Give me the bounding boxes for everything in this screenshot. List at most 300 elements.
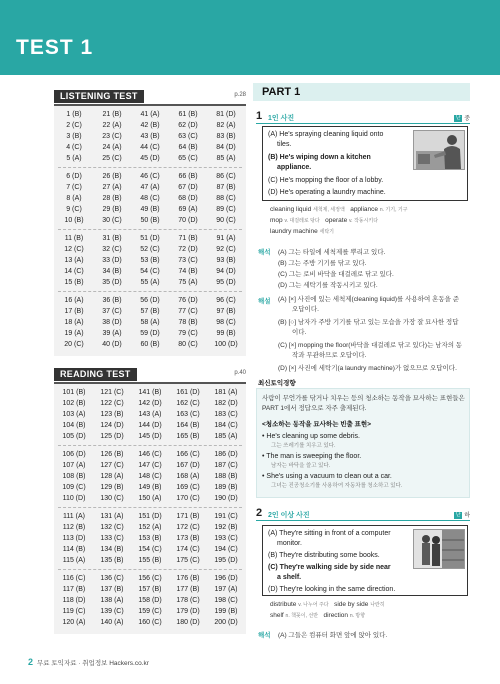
reading-answer-row xyxy=(54,409,246,420)
reading-answer: 128 (A) xyxy=(100,473,124,480)
listening-answer: 1 (B) xyxy=(66,111,82,118)
reading-answer: 143 (A) xyxy=(138,411,162,418)
listening-answer: 40 (D) xyxy=(102,341,122,348)
listening-answer: 84 (D) xyxy=(216,144,236,151)
listening-answer: 80 (C) xyxy=(178,341,198,348)
reading-answer: 136 (C) xyxy=(100,575,124,582)
question-2-type: 2인 이상 사진 xyxy=(268,512,310,519)
q1-option-a: (A) He's spraying cleaning liquid onto xyxy=(268,131,384,138)
listening-answer: 26 (B) xyxy=(102,173,122,180)
listening-answer: 90 (C) xyxy=(216,217,236,224)
listening-answer: 24 (A) xyxy=(102,144,122,151)
reading-header xyxy=(54,368,246,382)
listening-answer-row xyxy=(54,193,246,204)
listening-answer: 68 (D) xyxy=(178,195,198,202)
listening-answer-row xyxy=(54,244,246,255)
listening-answer: 78 (B) xyxy=(178,319,198,326)
listening-group-divider xyxy=(58,229,242,230)
reading-answer-row xyxy=(54,449,246,460)
listening-answer: 46 (C) xyxy=(140,173,160,180)
listening-answer: 16 (A) xyxy=(64,297,84,304)
reading-answer: 129 (B) xyxy=(100,484,124,491)
listening-answer-row xyxy=(54,255,246,266)
tip-title: <청소하는 동작을 묘사하는 빈출 표현> xyxy=(262,421,372,428)
listening-answer: 2 (C) xyxy=(66,122,82,129)
reading-answer: 163 (C) xyxy=(176,411,200,418)
reading-answer: 161 (D) xyxy=(176,389,200,396)
listening-answer: 82 (A) xyxy=(216,122,236,129)
part-header xyxy=(253,83,470,101)
q1-explanation-d: (D) [×] 사진에 세탁기(a laundry machine)가 없으므로 오답이다. xyxy=(278,365,457,372)
tip-intro-2: PART 1에서 정답으로 자주 출제된다. xyxy=(262,405,367,412)
listening-answer: 56 (D) xyxy=(140,297,160,304)
reading-answer: 151 (D) xyxy=(138,513,162,520)
listening-answer: 17 (B) xyxy=(64,308,84,315)
listening-answer: 21 (B) xyxy=(102,111,122,118)
reading-answer: 154 (C) xyxy=(138,546,162,553)
reading-answer: 179 (D) xyxy=(176,608,200,615)
reading-answer-row xyxy=(54,544,246,555)
listening-answer: 25 (C) xyxy=(102,155,122,162)
reading-answer: 157 (B) xyxy=(138,586,162,593)
q1-option-c: (C) He's mopping the floor of a lobby. xyxy=(268,177,384,184)
listening-answer: 89 (C) xyxy=(216,206,236,213)
reading-answer: 121 (C) xyxy=(100,389,124,396)
reading-answer: 173 (B) xyxy=(176,535,200,542)
tip-example-2: • The man is sweeping the floor. xyxy=(262,453,362,460)
listening-answer: 49 (B) xyxy=(140,206,160,213)
listening-answer: 36 (B) xyxy=(102,297,122,304)
reading-answer: 188 (B) xyxy=(214,473,238,480)
reading-answer: 189 (B) xyxy=(214,484,238,491)
listening-answer: 3 (B) xyxy=(66,133,82,140)
q2-option-c: (C) They're walking side by side near xyxy=(268,564,391,571)
listening-group-divider xyxy=(58,291,242,292)
listening-answer: 98 (C) xyxy=(216,319,236,326)
reading-answer-row xyxy=(54,420,246,431)
question-1-difficulty: 난 중 xyxy=(455,114,470,122)
reading-answer: 193 (C) xyxy=(214,535,238,542)
listening-answer: 58 (A) xyxy=(140,319,160,326)
listening-answer: 28 (B) xyxy=(102,195,122,202)
reading-answer: 180 (D) xyxy=(176,619,200,626)
q2-vocab-line-1: distribute v. 나누어 주다 side by side 나란히 xyxy=(270,601,385,608)
q1-option-d: (D) He's operating a laundry machine. xyxy=(268,189,386,196)
listening-answer: 5 (A) xyxy=(66,155,82,162)
q1-vocab-line-3: laundry machine 세탁기 xyxy=(270,228,335,235)
listening-answer: 30 (C) xyxy=(102,217,122,224)
reading-answer: 135 (B) xyxy=(100,557,124,564)
reading-answer: 106 (D) xyxy=(62,451,86,458)
reading-answer: 124 (D) xyxy=(100,422,124,429)
tip-intro-1: 사람이 무언가를 닦거나 치우는 등의 청소하는 동작을 묘사하는 표현들은 xyxy=(262,395,465,402)
reading-answer: 168 (A) xyxy=(176,473,200,480)
reading-answer: 199 (B) xyxy=(214,608,238,615)
question-1-photo xyxy=(413,130,465,170)
listening-answer: 69 (A) xyxy=(178,206,198,213)
listening-answer-row xyxy=(54,142,246,153)
reading-answer: 141 (B) xyxy=(138,389,162,396)
listening-answer: 63 (C) xyxy=(178,133,198,140)
listening-answer-row xyxy=(54,204,246,215)
listening-answer: 4 (C) xyxy=(66,144,82,151)
reading-answer: 198 (C) xyxy=(214,597,238,604)
reading-answer: 176 (B) xyxy=(176,575,200,582)
listening-answer: 96 (C) xyxy=(216,297,236,304)
listening-answer: 59 (D) xyxy=(140,330,160,337)
reading-answer: 181 (A) xyxy=(214,389,238,396)
listening-answer: 12 (C) xyxy=(64,246,84,253)
q2-option-b: (B) They're distributing some books. xyxy=(268,552,380,559)
reading-answer: 156 (C) xyxy=(138,575,162,582)
tip-example-1-translation: 그는 쓰레기를 치우고 있다. xyxy=(271,443,336,449)
reading-answer-row xyxy=(54,606,246,617)
reading-answer: 131 (A) xyxy=(100,513,124,520)
listening-answer: 79 (C) xyxy=(178,330,198,337)
listening-answer: 74 (B) xyxy=(178,268,198,275)
reading-answer: 150 (A) xyxy=(138,495,162,502)
listening-answer-row xyxy=(54,317,246,328)
q1-explanation-c: (C) [×] mopping the floor(바닥을 대걸레로 닦고 있다)는 남자의 동 xyxy=(278,342,463,349)
reading-answer: 104 (B) xyxy=(62,422,86,429)
listening-answer-row xyxy=(54,109,246,120)
listening-answer: 71 (B) xyxy=(178,235,198,242)
q1-translation-b: (B) 그는 주방 기기를 닦고 있다. xyxy=(278,260,367,267)
listening-answer-row xyxy=(54,171,246,182)
q1-option-a-cont: tiles. xyxy=(277,141,292,148)
reading-answer: 158 (D) xyxy=(138,597,162,604)
reading-answer: 186 (D) xyxy=(214,451,238,458)
listening-answer: 70 (D) xyxy=(178,217,198,224)
q2-option-a-cont: monitor. xyxy=(277,540,302,547)
reading-group-divider xyxy=(58,445,242,446)
reading-answer: 142 (D) xyxy=(138,400,162,407)
listening-answer: 55 (A) xyxy=(140,279,160,286)
listening-answer: 97 (B) xyxy=(216,308,236,315)
listening-answer: 94 (D) xyxy=(216,268,236,275)
reading-answer: 138 (A) xyxy=(100,597,124,604)
listening-answer: 53 (B) xyxy=(140,257,160,264)
tip-example-2-translation: 남자는 바닥을 쓸고 있다. xyxy=(271,463,331,469)
listening-answer: 45 (D) xyxy=(140,155,160,162)
question-1-box xyxy=(262,126,468,201)
listening-answer-row xyxy=(54,233,246,244)
q1-explanation-a: (A) [×] 사진에 있는 세척제(cleaning liquid)를 사용하여 혼동을 준 xyxy=(278,296,459,303)
reading-answer: 139 (C) xyxy=(100,608,124,615)
reading-answer: 148 (C) xyxy=(138,473,162,480)
reading-answer: 105 (D) xyxy=(62,433,86,440)
reading-answer: 125 (D) xyxy=(100,433,124,440)
reading-answer: 137 (B) xyxy=(100,586,124,593)
listening-answer: 38 (D) xyxy=(102,319,122,326)
reading-answer: 107 (A) xyxy=(62,462,86,469)
listening-answer: 20 (C) xyxy=(64,341,84,348)
listening-answer: 9 (C) xyxy=(66,206,82,213)
reading-answer-row xyxy=(54,522,246,533)
q1-vocab-line-1: cleaning liquid 세척제, 세정액 appliance n. 기기, 기구 xyxy=(270,206,408,213)
tip-label: 최신토익경향 xyxy=(258,380,296,387)
reading-answer: 144 (D) xyxy=(138,422,162,429)
footer-text: 무료 토익자료 · 취업정보 Hackers.co.kr xyxy=(37,660,149,667)
reading-answer: 167 (D) xyxy=(176,462,200,469)
listening-answer: 51 (D) xyxy=(140,235,160,242)
listening-answer: 42 (B) xyxy=(140,122,160,129)
reading-answer: 196 (D) xyxy=(214,575,238,582)
reading-answer: 171 (B) xyxy=(176,513,200,520)
reading-answer-row xyxy=(54,431,246,442)
listening-answer: 62 (D) xyxy=(178,122,198,129)
question-2-header xyxy=(256,509,470,521)
listening-answer: 35 (D) xyxy=(102,279,122,286)
reading-answer-key xyxy=(54,382,246,634)
reading-answer: 117 (B) xyxy=(62,586,86,593)
q1-explanation-c-cont: 작과 무관하므로 오답이다. xyxy=(292,352,367,359)
reading-answer: 192 (B) xyxy=(214,524,238,531)
reading-answer: 170 (C) xyxy=(176,495,200,502)
listening-answer: 65 (C) xyxy=(178,155,198,162)
listening-answer: 32 (C) xyxy=(102,246,122,253)
reading-answer: 134 (B) xyxy=(100,546,124,553)
reading-answer: 177 (B) xyxy=(176,586,200,593)
reading-answer: 123 (B) xyxy=(100,411,124,418)
question-2-number: 2 xyxy=(256,507,263,519)
tip-example-1: • He's cleaning up some debris. xyxy=(262,433,360,440)
listening-answer-key xyxy=(54,104,246,356)
listening-answer: 34 (B) xyxy=(102,268,122,275)
reading-answer: 122 (C) xyxy=(100,400,124,407)
reading-answer: 159 (C) xyxy=(138,608,162,615)
listening-group-divider xyxy=(58,167,242,168)
page-banner xyxy=(0,0,500,75)
reading-answer: 110 (D) xyxy=(62,495,86,502)
listening-answer: 73 (C) xyxy=(178,257,198,264)
reading-answer: 190 (D) xyxy=(214,495,238,502)
reading-answer: 115 (A) xyxy=(62,557,86,564)
reading-answer: 200 (D) xyxy=(214,619,238,626)
listening-answer-row xyxy=(54,131,246,142)
reading-answer: 175 (C) xyxy=(176,557,200,564)
reading-answer: 111 (A) xyxy=(63,513,85,520)
reading-answer: 152 (A) xyxy=(138,524,162,531)
reading-answer-row xyxy=(54,533,246,544)
listening-answer: 43 (B) xyxy=(140,133,160,140)
reading-answer: 183 (C) xyxy=(214,411,238,418)
listening-answer: 67 (D) xyxy=(178,184,198,191)
reading-answer: 140 (A) xyxy=(100,619,124,626)
reading-answer: 109 (C) xyxy=(62,484,86,491)
listening-answer-row xyxy=(54,120,246,131)
reading-answer: 169 (C) xyxy=(176,484,200,491)
reading-group-divider xyxy=(58,569,242,570)
question-1-number: 1 xyxy=(256,110,263,122)
reading-answer: 102 (B) xyxy=(62,400,86,407)
listening-answer-row xyxy=(54,328,246,339)
listening-answer: 83 (B) xyxy=(216,133,236,140)
difficulty-icon: 난 xyxy=(455,511,461,518)
reading-answer: 184 (C) xyxy=(214,422,238,429)
reading-title: READING TEST xyxy=(54,368,137,381)
reading-answer-row xyxy=(54,511,246,522)
listening-answer: 85 (A) xyxy=(216,155,236,162)
question-2-box xyxy=(262,525,468,596)
reading-answer-row xyxy=(54,493,246,504)
reading-answer-row xyxy=(54,398,246,409)
reading-answer: 108 (B) xyxy=(62,473,86,480)
q1-explanation-b: (B) [○] 남자가 주방 기기를 닦고 있는 모습을 가장 잘 묘사한 정답 xyxy=(278,319,459,326)
listening-answer: 57 (B) xyxy=(140,308,160,315)
reading-answer-row xyxy=(54,617,246,628)
part-title: PART 1 xyxy=(262,86,301,98)
q1-explanation-label: 해설 xyxy=(258,298,271,305)
reading-answer: 197 (A) xyxy=(214,586,238,593)
reading-answer: 155 (B) xyxy=(138,557,162,564)
listening-answer: 100 (D) xyxy=(214,341,238,348)
question-2-difficulty: 난 하 xyxy=(455,511,470,519)
reading-answer-row xyxy=(54,460,246,471)
q1-translation-c: (C) 그는 로비 바닥을 대걸레로 닦고 있다. xyxy=(278,271,394,278)
reading-answer: 164 (B) xyxy=(176,422,200,429)
listening-answer: 54 (C) xyxy=(140,268,160,275)
q1-option-b-cont: appliance. xyxy=(277,164,312,171)
reading-answer-row xyxy=(54,482,246,493)
page-title: TEST 1 xyxy=(16,36,94,59)
listening-answer: 93 (B) xyxy=(216,257,236,264)
listening-answer-row xyxy=(54,277,246,288)
listening-answer: 64 (B) xyxy=(178,144,198,151)
listening-answer: 87 (B) xyxy=(216,184,236,191)
q1-translation-a: (A) 그는 타일에 세척제를 뿌리고 있다. xyxy=(278,249,386,256)
reading-answer: 162 (C) xyxy=(176,400,200,407)
page-footer xyxy=(28,657,149,667)
listening-answer: 22 (A) xyxy=(102,122,122,129)
listening-answer: 91 (A) xyxy=(216,235,236,242)
listening-answer: 15 (B) xyxy=(64,279,84,286)
listening-answer-row xyxy=(54,153,246,164)
reading-answer: 130 (C) xyxy=(100,495,124,502)
listening-answer: 8 (A) xyxy=(66,195,82,202)
reading-answer: 132 (C) xyxy=(100,524,124,531)
reading-answer: 165 (B) xyxy=(176,433,200,440)
q2-option-d: (D) They're looking in the same direction. xyxy=(268,586,396,593)
question-2-photo xyxy=(413,529,465,569)
reading-answer: 118 (D) xyxy=(62,597,86,604)
q1-explanation-a-cont: 오답이다. xyxy=(292,306,319,313)
listening-page-ref: p.28 xyxy=(234,92,246,98)
listening-answer: 29 (B) xyxy=(102,206,122,213)
q1-explanation-b-cont: 이다. xyxy=(292,329,307,336)
listening-answer: 60 (B) xyxy=(140,341,160,348)
reading-answer: 195 (D) xyxy=(214,557,238,564)
page-number: 2 xyxy=(28,657,34,667)
listening-answer: 75 (A) xyxy=(178,279,198,286)
listening-answer: 47 (A) xyxy=(140,184,160,191)
listening-answer: 77 (C) xyxy=(178,308,198,315)
tip-box xyxy=(256,388,470,498)
reading-answer: 149 (B) xyxy=(138,484,162,491)
listening-answer-row xyxy=(54,295,246,306)
reading-page-ref: p.40 xyxy=(234,370,246,376)
listening-answer: 27 (A) xyxy=(102,184,122,191)
reading-answer: 194 (C) xyxy=(214,546,238,553)
listening-header xyxy=(54,90,246,104)
q2-option-a: (A) They're sitting in front of a computer xyxy=(268,530,391,537)
listening-answer: 99 (B) xyxy=(216,330,236,337)
listening-answer-row xyxy=(54,339,246,350)
q1-translation-label: 해석 xyxy=(258,249,271,256)
reading-answer-row xyxy=(54,471,246,482)
reading-answer: 120 (A) xyxy=(62,619,86,626)
reading-answer: 119 (C) xyxy=(62,608,86,615)
listening-answer-row xyxy=(54,306,246,317)
listening-answer: 44 (C) xyxy=(140,144,160,151)
question-1-type: 1인 사진 xyxy=(268,115,295,122)
listening-answer: 72 (D) xyxy=(178,246,198,253)
reading-answer-row xyxy=(54,595,246,606)
listening-answer: 88 (C) xyxy=(216,195,236,202)
reading-answer: 178 (C) xyxy=(176,597,200,604)
reading-answer: 191 (C) xyxy=(214,513,238,520)
listening-answer-row xyxy=(54,182,246,193)
q2-vocab-line-2: shelf n. 책꽂이, 선반 direction n. 방향 xyxy=(270,612,366,619)
listening-answer: 19 (A) xyxy=(64,330,84,337)
tip-example-3-translation: 그녀는 진공청소기를 사용하여 자동차를 청소하고 있다. xyxy=(271,483,403,489)
listening-answer: 50 (B) xyxy=(140,217,160,224)
listening-answer: 7 (C) xyxy=(66,184,82,191)
tip-example-3: • She's using a vacuum to clean out a car. xyxy=(262,473,392,480)
listening-answer: 61 (B) xyxy=(178,111,198,118)
listening-answer-row xyxy=(54,266,246,277)
listening-answer: 31 (B) xyxy=(102,235,122,242)
reading-answer: 133 (C) xyxy=(100,535,124,542)
listening-answer: 11 (B) xyxy=(64,235,84,242)
reading-answer: 153 (B) xyxy=(138,535,162,542)
reading-answer: 174 (C) xyxy=(176,546,200,553)
listening-answer: 86 (C) xyxy=(216,173,236,180)
q2-translation-a: (A) 그들은 컴퓨터 화면 앞에 앉아 있다. xyxy=(278,632,388,639)
reading-answer: 127 (C) xyxy=(100,462,124,469)
q1-vocab-line-2: mop v. 대걸레로 닦다 operate v. 작동시키다 xyxy=(270,217,379,224)
reading-group-divider xyxy=(58,507,242,508)
listening-answer-row xyxy=(54,215,246,226)
reading-answer: 116 (C) xyxy=(62,575,86,582)
reading-answer: 187 (C) xyxy=(214,462,238,469)
reading-answer-row xyxy=(54,584,246,595)
reading-answer: 101 (B) xyxy=(62,389,86,396)
listening-title: LISTENING TEST xyxy=(54,90,144,103)
listening-answer: 66 (B) xyxy=(178,173,198,180)
listening-answer: 37 (C) xyxy=(102,308,122,315)
reading-answer: 126 (B) xyxy=(100,451,124,458)
reading-answer: 145 (D) xyxy=(138,433,162,440)
listening-answer: 18 (A) xyxy=(64,319,84,326)
q2-option-c-cont: a shelf. xyxy=(277,574,302,581)
listening-answer: 33 (D) xyxy=(102,257,122,264)
reading-answer: 114 (B) xyxy=(62,546,86,553)
listening-answer: 52 (C) xyxy=(140,246,160,253)
reading-answer: 182 (D) xyxy=(214,400,238,407)
reading-answer-row xyxy=(54,555,246,566)
listening-answer: 81 (D) xyxy=(216,111,236,118)
listening-answer: 95 (D) xyxy=(216,279,236,286)
listening-answer: 23 (C) xyxy=(102,133,122,140)
reading-answer: 160 (C) xyxy=(138,619,162,626)
listening-answer: 41 (A) xyxy=(140,111,160,118)
listening-answer: 48 (C) xyxy=(140,195,160,202)
difficulty-icon: 난 xyxy=(455,114,461,121)
listening-answer: 10 (B) xyxy=(64,217,84,224)
reading-answer-row xyxy=(54,387,246,398)
reading-answer: 112 (B) xyxy=(62,524,86,531)
